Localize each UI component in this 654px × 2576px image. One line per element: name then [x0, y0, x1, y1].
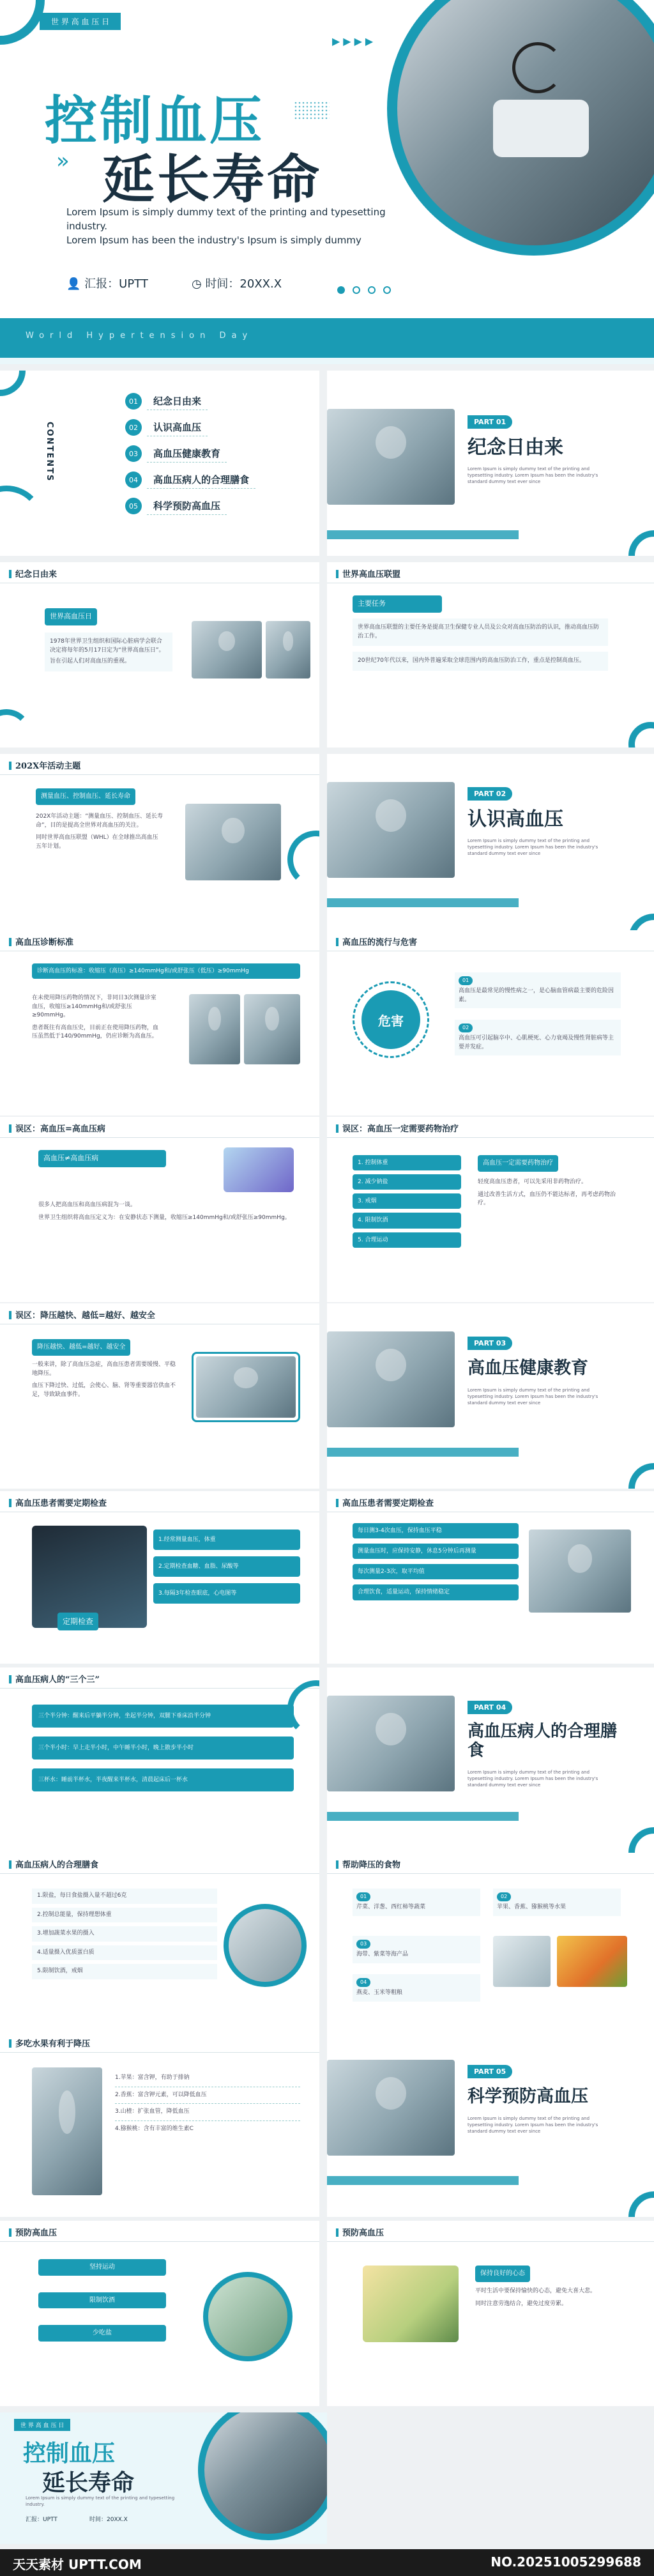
harm-text: 高血压是最常见的慢性病之一，是心脑血管病最主要的危险因素。: [459, 988, 614, 1003]
reporter-text: 汇报：UPTT: [84, 277, 148, 291]
cover-slide: [0, 0, 654, 364]
photo: [529, 1529, 631, 1613]
food-item-2: [493, 1889, 621, 1916]
league-p1: 世界高血压联盟的主要任务是提高卫生保健专业人员及公众对高血压防治的认识，推动高血压防治工作。: [353, 618, 608, 646]
myth3-p1: 一般来讲，除了高血压急症，高血压患者需要缓慢、平稳地降压。: [32, 1361, 176, 1377]
cover-title-2: 延长寿命: [102, 149, 323, 210]
slide-title: 纪念日由来: [9, 567, 57, 579]
watermark-left: 天天素材 UPTT.COM: [13, 2557, 142, 2572]
doctor-photo: [327, 1331, 455, 1427]
part-02-slide: [327, 754, 654, 939]
contents-item-label: 科学预防高血压: [147, 497, 227, 515]
check-label: 定期检查: [57, 1613, 98, 1630]
slide-title: 高血压诊断标准: [9, 935, 73, 947]
list-item: 3.每隔3年检查眼底，心电图等: [153, 1583, 300, 1604]
part-desc: Lorem Ipsum is simply dummy text of the printing and typesetting industry. Lorem Ipsum has been the industry's standard dummy text ever since: [468, 1770, 598, 1788]
fish-photo: [493, 1936, 551, 1987]
part-title: 认识高血压: [468, 808, 563, 831]
slide-title: 多吃水果有利于降压: [9, 2037, 90, 2049]
slide-title: 误区：高血压=高血压病: [9, 1122, 105, 1134]
slide-title: 高血压病人的合理膳食: [9, 1858, 98, 1870]
contents-num: 01: [125, 393, 142, 410]
slide-title: 高血压患者需要定期检查: [9, 1496, 107, 1508]
photo: [192, 621, 262, 678]
slide-title: 帮助降压的食物: [336, 1858, 400, 1870]
part-desc: Lorem Ipsum is simply dummy text of the printing and typesetting industry. Lorem Ipsum has been the industry's standard dummy text ever since: [468, 466, 598, 484]
section-box: 保持良好的心态: [475, 2266, 530, 2282]
section-box: 世界高血压日: [45, 608, 97, 625]
slide-title: 预防高血压: [9, 2226, 57, 2238]
part-tag: PART 04: [468, 1701, 512, 1714]
contents-item-label: 纪念日由来: [147, 392, 208, 410]
list-item: 3. 戒烟: [353, 1193, 461, 1209]
arrow-icon: ▶▶▶▶: [332, 35, 377, 47]
myth2-text: [478, 1178, 625, 1208]
section-box: 高血压≠高血压病: [38, 1150, 166, 1167]
diet1-slide: [0, 1853, 319, 2038]
cover-desc-1: Lorem Ipsum is simply dummy text of the printing and typesetting industry.: [66, 206, 386, 232]
theme-text: [36, 813, 164, 851]
list-item: 5. 合理运动: [353, 1232, 461, 1248]
contents-item[interactable]: [125, 497, 291, 515]
check1-slide: [0, 1491, 319, 1664]
myth1-slide: [0, 1117, 319, 1302]
theme-p1: 202X年活动主题：“测量血压、控制血压、延长寿命”，目的是提高全世界对高血压的关注。: [36, 813, 164, 829]
part-title: 纪念日由来: [468, 436, 563, 459]
prevent1-slide: [0, 2221, 319, 2406]
list-item: 3.山楂：扩张血管，降低血压: [115, 2104, 300, 2121]
contents-item[interactable]: [125, 471, 291, 489]
cover-time: ◷ 时间：20XX.X: [192, 277, 282, 291]
contents-item-label: 高血压健康教育: [147, 445, 227, 463]
list-item: 2.香蕉：富含钾元素，可以降低血压: [115, 2087, 300, 2104]
contents-num: 03: [125, 445, 142, 462]
list-item: 合理饮食，适量运动，保持情绪稳定: [353, 1584, 519, 1600]
contents-num: 04: [125, 471, 142, 488]
part-05-slide: [327, 2032, 654, 2217]
myth3-text: [32, 1361, 179, 1399]
list-item: 4.猕猴桃：含有丰富的维生素C: [115, 2125, 194, 2132]
food-item-4: [353, 1974, 480, 2002]
harm-text: 高血压可引起脑卒中、心肌梗死、心力衰竭及慢性肾脏病等主要并发症。: [459, 1035, 614, 1050]
cover-reporter: 👤 汇报：UPTT: [66, 277, 148, 291]
contents-item-label: 高血压病人的合理膳食: [147, 471, 255, 489]
section-box: 高血压一定需要药物治疗: [478, 1155, 558, 1172]
slide-title: 预防高血压: [336, 2226, 384, 2238]
origin-text: [45, 632, 172, 671]
contents-num: 05: [125, 498, 142, 514]
part-title: 科学预防高血压: [468, 2087, 588, 2106]
photo: [266, 621, 310, 678]
cover-desc: [66, 206, 424, 247]
list-item: 1.限盐，每日食盐摄入量不超过6克: [32, 1889, 217, 1904]
origin-p2: 旨在引起人们对高血压的重视。: [50, 658, 131, 664]
list-item: 少吃盐: [38, 2325, 166, 2342]
part-tag: PART 03: [468, 1337, 512, 1350]
food-num: 02: [497, 1892, 511, 1901]
watermark-right: NO.20251005299688: [490, 2554, 641, 2570]
end-reporter: 汇报：UPTT: [26, 2517, 57, 2523]
myth3-slide: [0, 1303, 319, 1489]
list-item: 4.适量摄入优质蛋白质: [32, 1945, 217, 1961]
diag-p2: 患者既往有高血压史，目前正在使用降压药物，血压虽然低于140/90mmHg，仍应诊断为高血压。: [32, 1024, 159, 1039]
photo: [189, 994, 240, 1064]
end-slide: [0, 2412, 327, 2544]
diagnosis-slide: [0, 930, 319, 1116]
list-item: 三杯水：睡前半杯水，半夜醒来半杯水，清晨起床后一杯水: [32, 1768, 294, 1791]
food-num: 04: [356, 1978, 370, 1987]
food-slide: [327, 1853, 654, 2038]
part-04-slide: [327, 1667, 654, 1853]
end-photo: [198, 2412, 327, 2540]
photo: [185, 804, 281, 880]
part-tag: PART 05: [468, 2065, 512, 2078]
prevent-list: [38, 2259, 166, 2342]
contents-item-label: 认识高血压: [147, 418, 208, 436]
harm-item-1: [455, 972, 621, 1008]
part-title: 高血压健康教育: [468, 1358, 588, 1378]
photo: [244, 994, 300, 1064]
cover-banner: World Hypertension Day: [26, 331, 254, 341]
end-tag: 世 界 高 血 压 日: [14, 2419, 70, 2431]
end-title-2: 延长寿命: [42, 2469, 135, 2496]
harm-num: 02: [459, 1023, 473, 1032]
list-item: 2.控制总能量，保持理想体重: [32, 1908, 217, 1923]
harm-center: 危害: [361, 990, 420, 1049]
part-tag: PART 01: [468, 415, 512, 429]
food-item-3: [353, 1936, 480, 1963]
photo-frame: [192, 1352, 300, 1422]
list-item: 2.定期检查血糖、血脂、尿酸等: [153, 1556, 300, 1577]
photo: [363, 2266, 459, 2342]
part-title: 高血压病人的合理膳食: [468, 1722, 618, 1760]
list-item: 5.限制饮酒，戒烟: [32, 1964, 217, 1979]
myth3-p2: 血压下降过快、过低，会使心、脑、肾等重要器官供血不足，导致缺血事件。: [32, 1383, 176, 1398]
myth1-text: [38, 1201, 294, 1222]
contents-label: CONTENTS: [45, 422, 54, 482]
list-item: 每日测3-4次血压，保持血压平稳: [353, 1523, 519, 1538]
pager-dots: [337, 286, 391, 294]
three-slide: [0, 1667, 319, 1853]
diag-text: [32, 994, 160, 1041]
part-desc: Lorem Ipsum is simply dummy text of the printing and typesetting industry. Lorem Ipsum has been the industry's standard dummy text ever since: [468, 2116, 598, 2134]
slide-title: 高血压的流行与危害: [336, 935, 417, 947]
contents-list: [125, 392, 291, 515]
prevent2-slide: [327, 2221, 654, 2406]
chevron-icon: »: [56, 148, 70, 174]
list-item: 3.增加蔬菜水果的摄入: [32, 1926, 217, 1942]
fruit-slide: [0, 2032, 319, 2217]
list-item: 4. 限制饮酒: [353, 1213, 461, 1228]
harm-item-2: [455, 1020, 621, 1055]
cover-desc-2: Lorem Ipsum has been the industry's Ipsum is simply dummy: [66, 234, 361, 246]
slide-title: 高血压病人的“三个三”: [9, 1673, 100, 1685]
list-item: 限制饮酒: [38, 2292, 166, 2309]
section-box: 降压越快、越低=越好、越安全: [32, 1339, 130, 1356]
origin-slide: [0, 562, 319, 747]
criteria-bar: 诊断高血压的标准：收缩压（高压）≥140mmHg和/或舒张压（低压）≥90mmHg: [32, 963, 300, 979]
prev2-p1: 平时生活中要保持愉快的心态，避免大喜大悲。: [475, 2288, 597, 2294]
harm-slide: [327, 930, 654, 1116]
diag-p1: 在未使用降压药物的情况下，非同日3次测量诊室血压，收缩压≥140mmHg和/或舒张压≥90mmHg。: [32, 995, 156, 1018]
list-item: 每次测量2-3次，取平均值: [353, 1564, 519, 1579]
myth2-p1: 轻度高血压患者，可以先采用非药物治疗。: [478, 1179, 588, 1185]
time-text: 时间：20XX.X: [205, 277, 282, 291]
slide-title: 202X年活动主题: [9, 759, 80, 771]
list-item: 1. 控制体重: [353, 1155, 461, 1170]
watermark-bar: [0, 2549, 654, 2576]
fruit-list: [115, 2070, 300, 2137]
part-tag: PART 02: [468, 787, 512, 801]
part-desc: Lorem Ipsum is simply dummy text of the printing and typesetting industry. Lorem Ipsum has been the industry's standard dummy text ever since: [468, 838, 598, 856]
list-item: 坚持运动: [38, 2259, 166, 2276]
myth1-p1: 很多人把高血压和高血压病混为一谈。: [38, 1202, 137, 1208]
section-box: 主要任务: [353, 595, 442, 613]
part-03-slide: [327, 1303, 654, 1489]
league-slide: [327, 562, 654, 747]
contents-item[interactable]: [125, 418, 291, 436]
doctor-photo: [327, 782, 455, 878]
slide-title: 高血压患者需要定期检查: [336, 1496, 434, 1508]
prev2-text: [475, 2287, 622, 2308]
list-item: 1.经常测量血压，体重: [153, 1529, 300, 1550]
doctor-photo: [327, 409, 455, 505]
end-desc: Lorem Ipsum is simply dummy text of the printing and typesetting industry.: [26, 2496, 175, 2507]
check2-list: [353, 1523, 519, 1600]
food-text: 海带、紫菜等海产品: [356, 1951, 409, 1958]
contents-item[interactable]: [125, 445, 291, 463]
circle-photo: [203, 2272, 293, 2361]
check2-slide: [327, 1491, 654, 1664]
circle-photo: [224, 1904, 307, 1987]
theme-slide: [0, 754, 319, 939]
origin-p1: 1978年世界卫生组织和国际心脏病学会联合决定将每年的5月17日定为“世界高血压日”。: [50, 638, 165, 654]
prev2-p2: 同时注意劳逸结合，避免过度劳累。: [475, 2300, 568, 2307]
slide-title: 误区：降压越快、越低=越好、越安全: [9, 1308, 155, 1321]
slide-title: 误区：高血压一定需要药物治疗: [336, 1122, 459, 1134]
three-list: [32, 1705, 294, 1791]
food-num: 01: [356, 1892, 370, 1901]
check1-list: [153, 1529, 300, 1604]
doctor-photo: [327, 2060, 455, 2156]
photo: [32, 2067, 102, 2195]
myth1-p2: 世界卫生组织将高血压定义为：在安静状态下测量，收缩压≥140mmHg和/或舒张压≥90mmHg。: [38, 1214, 291, 1221]
food-text: 燕麦、玉米等粗粮: [356, 1989, 403, 1996]
list-item: 三个半小时：早上走半小时，中午睡半小时，晚上散步半小时: [32, 1736, 294, 1759]
food-text: 芹菜、洋葱、西红柿等蔬菜: [356, 1904, 426, 1910]
cover-tag: 世 界 高 血 压 日: [40, 13, 121, 30]
slide-title: 世界高血压联盟: [336, 567, 400, 579]
food-item-1: [353, 1889, 480, 1916]
contents-num: 02: [125, 419, 142, 436]
part-01-slide: [327, 371, 654, 556]
end-time: 时间：20XX.X: [89, 2517, 128, 2523]
list-item: 测量血压时，应保持安静，休息5分钟后再测量: [353, 1544, 519, 1559]
list-item: 三个半分钟：醒来后平躺半分钟，坐起半分钟，双腿下垂床沿半分钟: [32, 1705, 294, 1728]
league-p2: 20世纪70年代以来，国内外普遍采取全球范围内的高血压防治工作，重点是控制高血压。: [353, 652, 608, 671]
contents-item[interactable]: [125, 392, 291, 410]
end-title-1: 控制血压: [23, 2440, 116, 2467]
list-item: 1.苹果：富含钾，有助于排钠: [115, 2070, 300, 2087]
food-text: 苹果、香蕉、猕猴桃等水果: [497, 1904, 567, 1910]
list-item: 2. 减少钠盐: [353, 1174, 461, 1190]
fruit-photo: [557, 1936, 627, 1987]
part-desc: Lorem Ipsum is simply dummy text of the printing and typesetting industry. Lorem Ipsum has been the industry's standard dummy text ever since: [468, 1388, 598, 1406]
section-box: 测量血压、控制血压、延长寿命: [36, 788, 135, 805]
myth2-slide: [327, 1117, 654, 1302]
food-num: 03: [356, 1940, 370, 1949]
theme-p2: 同时世界高血压联盟（WHL）在全球推出高血压五年计划。: [36, 834, 158, 850]
cover-title-1: 控制血压: [45, 90, 265, 151]
diet1-list: [32, 1889, 217, 1979]
myth2-p2: 通过改善生活方式，血压仍不能达标者，再考虑药物治疗。: [478, 1191, 616, 1206]
illustration: [224, 1147, 294, 1192]
harm-num: 01: [459, 976, 473, 985]
doctor-photo: [327, 1696, 455, 1791]
myth2-list: [353, 1155, 461, 1248]
contents-slide: [0, 371, 319, 556]
